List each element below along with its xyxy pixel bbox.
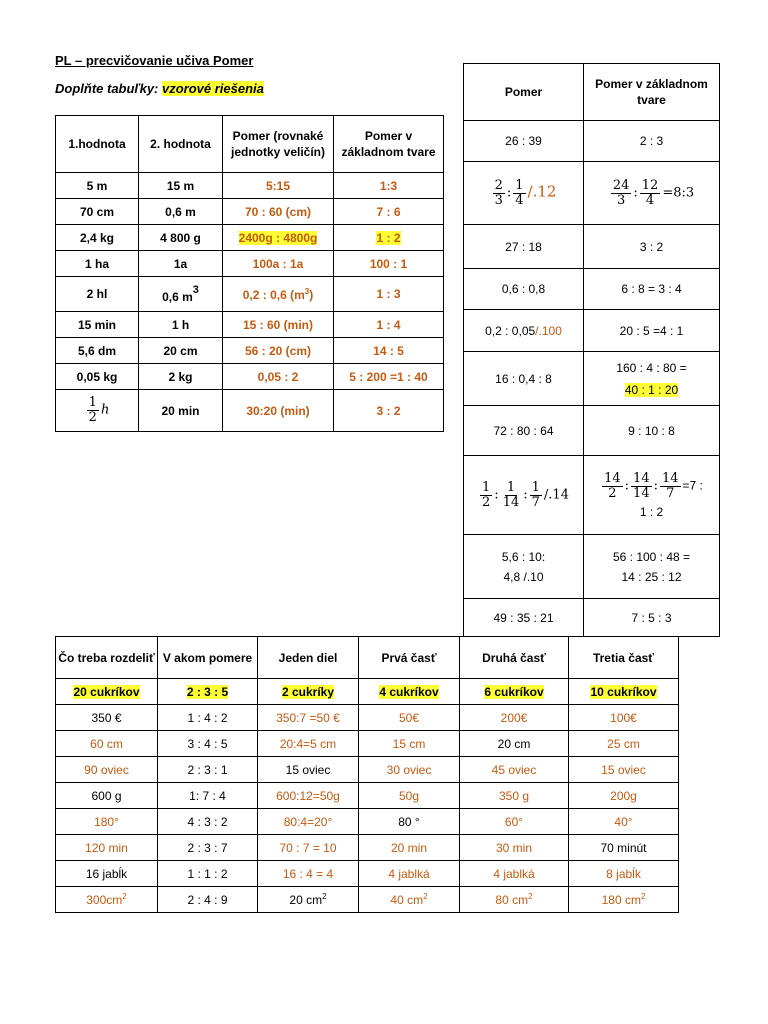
- t3-cell: 70 minút: [569, 835, 679, 861]
- t3-cell: 60 cm: [56, 731, 158, 757]
- t3-cell: 15 oviec: [569, 757, 679, 783]
- t3-header-5: Druhá časť: [460, 637, 569, 679]
- t1-cell: 7 : 6: [334, 199, 444, 225]
- fraction-denominator: 3: [494, 192, 503, 208]
- t3-header-1: Čo treba rozdeliť: [56, 637, 158, 679]
- fraction-numerator: 1: [88, 395, 97, 410]
- t3-cell: 200€: [460, 705, 569, 731]
- t2-cell: 72 : 80 : 64: [464, 406, 584, 456]
- t1-cell: 0,05 : 2: [223, 364, 334, 390]
- t3-cell: 1: 7 : 4: [158, 783, 258, 809]
- t3-cell: 16 : 4 = 4: [258, 861, 359, 887]
- t3-highlight: 2 : 3 : 5: [186, 684, 229, 699]
- ratio-sep: :: [506, 185, 512, 201]
- t3-highlight: 20 cukríkov: [73, 684, 140, 699]
- fraction-denominator: 14: [502, 494, 520, 510]
- t1-cell: 5 : 200 =1 : 40: [334, 364, 444, 390]
- t1-cell: 70 : 60 (cm): [223, 199, 334, 225]
- t1-value: 0,6 m: [162, 290, 193, 304]
- t3-cell: 350 €: [56, 705, 158, 731]
- t2-cell: 2 : 3: [584, 121, 720, 162]
- t1-cell: 2,4 kg: [56, 225, 139, 251]
- t3-cell: 8 jabĺk: [569, 861, 679, 887]
- fraction-numerator: 12: [641, 177, 659, 193]
- t3-cell: 2 : 3 : 1: [158, 757, 258, 783]
- fraction-denominator: 7: [666, 485, 675, 501]
- ratio-line-highlight: 40 : 1 : 20: [624, 382, 679, 397]
- t1-cell: 15 : 60 (min): [223, 312, 334, 338]
- t3-cell: 90 oviec: [56, 757, 158, 783]
- t1-cell: 3 : 2: [334, 390, 444, 432]
- t3-cell: [569, 887, 679, 913]
- t3-cell: 4 jablká: [460, 861, 569, 887]
- ratio-division-table: [55, 636, 679, 913]
- t3-cell: 30 min: [460, 835, 569, 861]
- ratio-sep: :: [494, 487, 499, 503]
- fraction: [87, 396, 99, 425]
- ratio-sep: :: [633, 185, 638, 201]
- t3-cell: [258, 679, 359, 705]
- t3-cell: 50g: [359, 783, 460, 809]
- t2-cell: 9 : 10 : 8: [584, 406, 720, 456]
- t2-cell: 7 : 5 : 3: [584, 599, 720, 637]
- fraction-denominator: 2: [482, 494, 491, 510]
- t2-cell: 20 : 5 =4 : 1: [584, 310, 720, 352]
- t1-header-3: Pomer (rovnaké jednotky veličín): [223, 116, 334, 173]
- t1-cell: [334, 225, 444, 251]
- t3-cell: 80:4=20°: [258, 809, 359, 835]
- t1-cell: 14 : 5: [334, 338, 444, 364]
- ratio-line: 1 : 2: [639, 504, 664, 519]
- t3-superscript: 2: [322, 892, 327, 901]
- t2-cell: [464, 162, 584, 225]
- t1-header-2: 2. hodnota: [139, 116, 223, 173]
- t1-cell: 1 h: [139, 312, 223, 338]
- multiplier: /.12: [527, 182, 557, 201]
- t1-cell: 70 cm: [56, 199, 139, 225]
- t3-cell: 20 cm: [460, 731, 569, 757]
- t3-cell: [460, 887, 569, 913]
- t3-cell: 20 min: [359, 835, 460, 861]
- t1-cell: 30:20 (min): [223, 390, 334, 432]
- t1-unit: h: [100, 402, 110, 418]
- t3-value: 300cm: [86, 893, 123, 907]
- fraction: [513, 179, 525, 208]
- t3-cell: 350 g: [460, 783, 569, 809]
- fraction-numerator: 1: [531, 479, 540, 495]
- t3-cell: 80 °: [359, 809, 460, 835]
- fraction-numerator: 1: [515, 177, 524, 193]
- t3-superscript: 2: [122, 892, 127, 901]
- t3-cell: 100€: [569, 705, 679, 731]
- t1-cell: [223, 225, 334, 251]
- fraction-numerator: 14: [604, 470, 621, 486]
- t3-cell: 20:4=5 cm: [258, 731, 359, 757]
- t3-cell: 600 g: [56, 783, 158, 809]
- t3-cell: [158, 679, 258, 705]
- t3-cell: 120 min: [56, 835, 158, 861]
- t2-cell: 27 : 18: [464, 225, 584, 269]
- t2-cell: 26 : 39: [464, 121, 584, 162]
- t3-superscript: 2: [423, 892, 428, 901]
- t1-paren: ): [309, 287, 314, 302]
- t2-cell: 49 : 35 : 21: [464, 599, 584, 637]
- ratio-line: 5,6 : 10:: [501, 549, 546, 564]
- t1-cell: 1:3: [334, 173, 444, 199]
- t3-cell: [569, 679, 679, 705]
- t3-header-2: V akom pomere: [158, 637, 258, 679]
- fraction-numerator: 14: [633, 470, 650, 486]
- t1-cell: 0,05 kg: [56, 364, 139, 390]
- t1-cell: 1 : 3: [334, 277, 444, 312]
- fraction: [530, 481, 542, 510]
- t3-header-4: Prvá časť: [359, 637, 460, 679]
- t3-cell: 25 cm: [569, 731, 679, 757]
- t2-cell: 3 : 2: [584, 225, 720, 269]
- t1-cell: [56, 390, 139, 432]
- t2-cell: [584, 162, 720, 225]
- fraction: [602, 472, 623, 501]
- t1-cell: 2 kg: [139, 364, 223, 390]
- fraction-denominator: 4: [515, 192, 524, 208]
- t1-cell: 56 : 20 (cm): [223, 338, 334, 364]
- t3-highlight: 10 cukríkov: [590, 684, 657, 699]
- ratio-line: 14 : 25 : 12: [621, 569, 682, 584]
- fraction: [480, 481, 492, 510]
- t1-cell: 5:15: [223, 173, 334, 199]
- fraction-denominator: 2: [88, 410, 97, 425]
- ratio-sep: :: [653, 478, 658, 494]
- fraction-denominator: 4: [645, 192, 655, 208]
- t3-value: 180 cm: [601, 893, 641, 907]
- fraction: [493, 179, 505, 208]
- t3-cell: 15 cm: [359, 731, 460, 757]
- ratio-result: =8:3: [662, 185, 695, 201]
- t1-cell: 0,6 m: [139, 199, 223, 225]
- t2-cell: [584, 456, 720, 535]
- ratio-line: 4,8 /.10: [503, 569, 544, 584]
- t1-cell: 1 : 4: [334, 312, 444, 338]
- t2-cell: [464, 310, 584, 352]
- t3-superscript: 2: [640, 892, 646, 901]
- t3-value: 20 cm: [289, 893, 323, 907]
- t1-cell: 5,6 dm: [56, 338, 139, 364]
- fraction-denominator: 7: [531, 494, 540, 510]
- fraction: [611, 179, 632, 208]
- fraction-numerator: 1: [482, 479, 491, 495]
- fraction-numerator: 1: [506, 479, 516, 495]
- t3-cell: 180°: [56, 809, 158, 835]
- t3-cell: 4 jablká: [359, 861, 460, 887]
- t1-cell: 1a: [139, 251, 223, 277]
- t1-cell: 1 ha: [56, 251, 139, 277]
- t1-cell: 2 hl: [56, 277, 139, 312]
- t2-cell: [584, 352, 720, 406]
- t3-cell: [56, 679, 158, 705]
- t3-cell: 2 : 3 : 7: [158, 835, 258, 861]
- t1-cell: 15 min: [56, 312, 139, 338]
- ratio-result: =7 :: [682, 478, 703, 493]
- fraction: [640, 179, 661, 208]
- t2-header-2: Pomer v základnom tvare: [584, 64, 720, 121]
- t3-cell: 60°: [460, 809, 569, 835]
- t1-highlight: 1 : 2: [376, 230, 401, 245]
- instructions-highlight: vzorové riešenia: [161, 81, 264, 96]
- t1-cell: [223, 277, 334, 312]
- t3-header-3: Jeden diel: [258, 637, 359, 679]
- t1-highlight: 2400g : 4800g: [238, 230, 318, 245]
- ratio-line: 160 : 4 : 80 =: [616, 360, 687, 375]
- fraction: [631, 472, 652, 501]
- t3-cell: 2 : 4 : 9: [158, 887, 258, 913]
- fraction-denominator: 14: [633, 485, 650, 501]
- t1-cell: 100a : 1a: [223, 251, 334, 277]
- t1-cell: 15 m: [139, 173, 223, 199]
- ratio-sep: :: [624, 478, 630, 494]
- fraction: [660, 472, 681, 501]
- t1-cell: 4 800 g: [139, 225, 223, 251]
- ratio-units-table: [55, 115, 444, 432]
- t3-value: 40 cm: [390, 893, 424, 907]
- t1-cell: 20 min: [139, 390, 223, 432]
- t2-cell: [464, 535, 584, 599]
- t3-cell: 600:12=50g: [258, 783, 359, 809]
- instructions-prefix: Doplňte tabuľky:: [55, 81, 162, 96]
- t3-cell: [359, 679, 460, 705]
- instructions: [55, 81, 264, 96]
- t3-cell: [258, 887, 359, 913]
- t1-superscript: 3: [192, 284, 199, 296]
- t3-cell: 3 : 4 : 5: [158, 731, 258, 757]
- t3-cell: 30 oviec: [359, 757, 460, 783]
- t3-cell: [359, 887, 460, 913]
- ratio-sep: :: [523, 487, 528, 503]
- t1-value: 0,2 : 0,6 (m: [242, 287, 305, 302]
- t3-highlight: 2 cukríky: [281, 684, 335, 699]
- t3-cell: 4 : 3 : 2: [158, 809, 258, 835]
- fraction-numerator: 2: [494, 177, 503, 193]
- t3-cell: 70 : 7 = 10: [258, 835, 359, 861]
- t3-cell: 1 : 4 : 2: [158, 705, 258, 731]
- t3-cell: 350:7 =50 €: [258, 705, 359, 731]
- t3-header-6: Tretia časť: [569, 637, 679, 679]
- t3-cell: 1 : 1 : 2: [158, 861, 258, 887]
- t2-header-1: Pomer: [464, 64, 584, 121]
- t1-header-4: Pomer v základnom tvare: [334, 116, 444, 173]
- t3-cell: 16 jabĺk: [56, 861, 158, 887]
- t3-cell: [56, 887, 158, 913]
- t3-cell: [460, 679, 569, 705]
- t3-superscript: 2: [528, 892, 533, 901]
- t2-cell: 16 : 0,4 : 8: [464, 352, 584, 406]
- ratio-simplify-table: [463, 63, 720, 637]
- t1-cell: [139, 277, 223, 312]
- t3-cell: 40°: [569, 809, 679, 835]
- multiplier: /.14: [543, 487, 569, 503]
- fraction-numerator: 14: [661, 470, 679, 486]
- t2-cell: 6 : 8 = 3 : 4: [584, 269, 720, 310]
- t3-cell: 50€: [359, 705, 460, 731]
- t1-cell: 20 cm: [139, 338, 223, 364]
- worksheet-title: PL – precvičovanie učiva Pomer: [55, 53, 254, 68]
- t3-highlight: 6 cukríkov: [484, 684, 544, 699]
- fraction-denominator: 2: [608, 485, 617, 501]
- t1-superscript: 3: [304, 286, 310, 296]
- t2-cell: 0,6 : 0,8: [464, 269, 584, 310]
- multiplier: /.100: [535, 323, 562, 338]
- t1-cell: 5 m: [56, 173, 139, 199]
- fraction: [501, 481, 522, 510]
- fraction-numerator: 24: [612, 177, 630, 193]
- t3-cell: 15 oviec: [258, 757, 359, 783]
- ratio-value: 0,2 : 0,05: [485, 323, 536, 338]
- t3-cell: 200g: [569, 783, 679, 809]
- fraction-denominator: 3: [616, 192, 626, 208]
- ratio-line: 56 : 100 : 48 =: [612, 549, 691, 564]
- t3-highlight: 4 cukríkov: [379, 684, 439, 699]
- t1-header-1: 1.hodnota: [56, 116, 139, 173]
- t1-cell: 100 : 1: [334, 251, 444, 277]
- t3-value: 80 cm: [495, 893, 529, 907]
- t2-cell: [584, 535, 720, 599]
- t2-cell: [464, 456, 584, 535]
- t3-cell: 45 oviec: [460, 757, 569, 783]
